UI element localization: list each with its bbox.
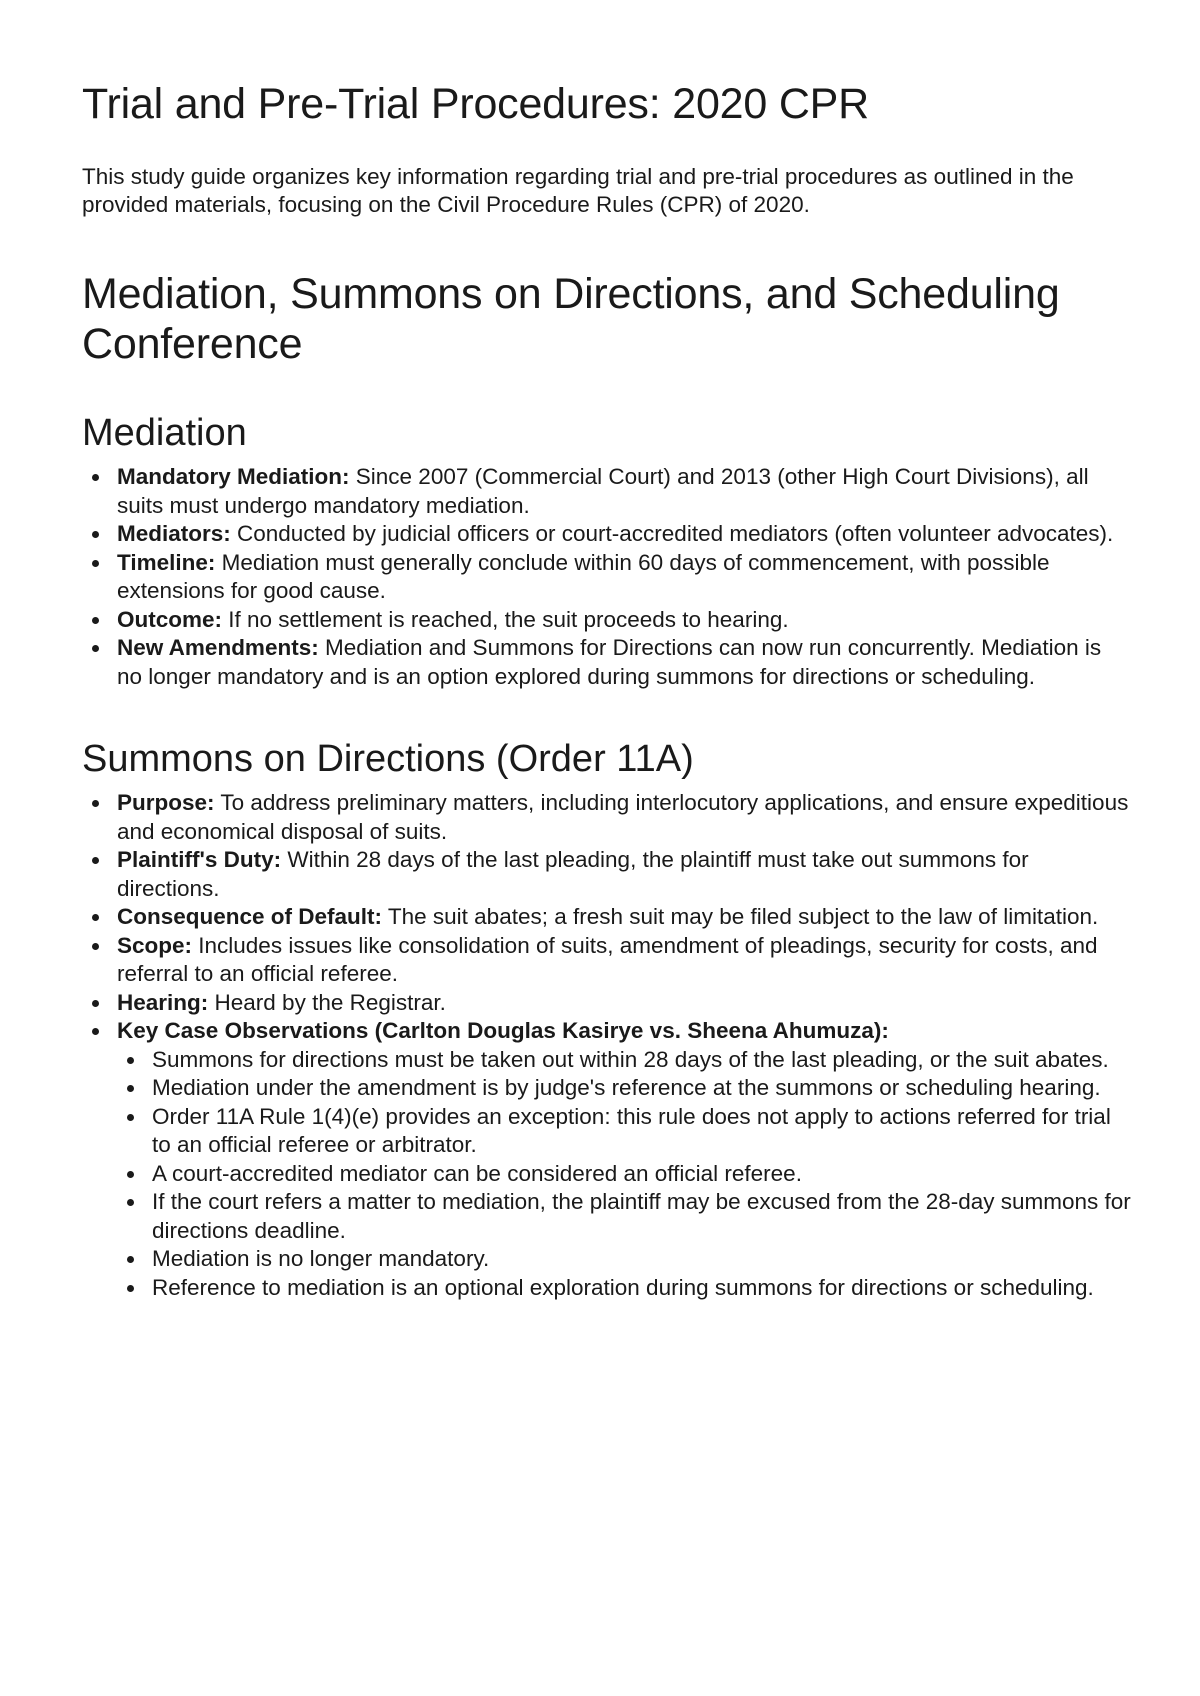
item-term: Timeline: [117,549,216,575]
item-text: Within 28 days of the last pleading, the plaintiff must take out summons for directions. [117,847,1029,901]
item-term: Mandatory Mediation: [117,464,350,490]
sub-list-item: Summons for directions must be taken out within 28 days of the last pleading, or the suit abates. [117,1046,1132,1075]
list-item [82,846,1132,903]
item-text: Includes issues like consolidation of suits, amendment of pleadings, security for costs, and referral to an official referee. [117,932,1098,987]
item-text: Since 2007 (Commercial Court) and 2013 (other High Court Divisions), all suits must undergo mandatory mediation. [117,464,1089,518]
item-term: Hearing: [117,989,209,1015]
list-item [82,549,1132,606]
list-item [82,463,1132,520]
sub-list-item: Order 11A Rule 1(4)(e) provides an exception: this rule does not apply to actions referred for trial to an official referee or arbitrator. [117,1103,1132,1160]
intro-paragraph: This study guide organizes key information regarding trial and pre-trial procedures as outlined in the provided materials, focusing on the Civil Procedure Rules (CPR) of 2020. [82,164,1074,218]
list-item [82,903,1132,932]
item-term: Plaintiff's Duty: [117,847,282,873]
item-term: Consequence of Default: [117,904,383,930]
sub-list-item: If the court refers a matter to mediation, the plaintiff may be excused from the 28-day summons for directions deadline. [117,1188,1132,1245]
item-text: Heard by the Registrar. [208,989,446,1015]
item-text: If no settlement is reached, the suit proceeds to hearing. [222,606,789,632]
list-item [82,789,1132,846]
section-heading: Mediation, Summons on Directions, and Scheduling Conference [82,270,1060,369]
list-item [82,634,1132,691]
item-text: To address preliminary matters, including interlocutory applications, and ensure expeditious and economical disposal of suits. [117,790,1129,844]
item-text: Mediation must generally conclude within 60 days of commencement, with possible extensions for good cause. [117,549,1050,604]
summons-list [82,789,1132,1302]
list-item [82,1017,1132,1302]
sub-list-item: Mediation under the amendment is by judge's reference at the summons or scheduling hearing. [117,1074,1132,1103]
mediation-heading: Mediation [82,412,247,455]
sub-list-item: Mediation is no longer mandatory. [117,1245,1132,1274]
item-text: The suit abates; a fresh suit may be filed subject to the law of limitation. [382,904,1099,930]
list-item [82,606,1132,635]
mediation-list [82,463,1132,691]
document-title: Trial and Pre-Trial Procedures: 2020 CPR [82,80,870,128]
sub-list-item: A court-accredited mediator can be considered an official referee. [117,1160,1132,1189]
item-term: Purpose: [117,790,215,816]
item-text: Mediation and Summons for Directions can now run concurrently. Mediation is no longer mandatory and is an option explored during summons for directions or scheduling. [117,635,1102,689]
sub-list-item: Reference to mediation is an optional exploration during summons for directions or scheduling. [117,1274,1132,1303]
item-term: Scope: [117,932,193,958]
item-term: Key Case Observations (Carlton Douglas Kasirye vs. Sheena Ahumuza): [117,1018,889,1044]
item-term: Mediators: [117,521,231,547]
list-item [82,932,1132,989]
item-text: Conducted by judicial officers or court-accredited mediators (often volunteer advocates). [230,521,1114,547]
item-term: Outcome: [117,606,223,632]
summons-heading: Summons on Directions (Order 11A) [82,738,694,781]
case-observations-list [117,1046,1132,1303]
list-item [82,989,1132,1018]
list-item [82,520,1132,549]
item-term: New Amendments: [117,635,319,661]
